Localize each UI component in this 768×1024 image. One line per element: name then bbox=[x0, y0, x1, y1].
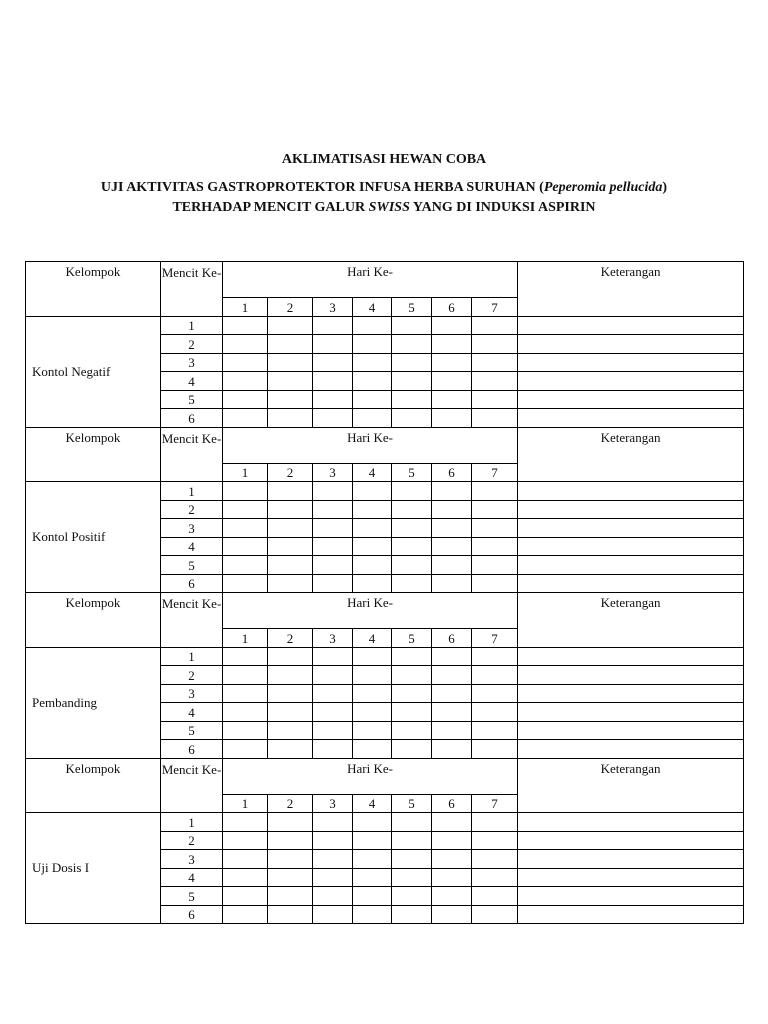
keterangan-header: Keterangan bbox=[518, 593, 744, 648]
day-cell bbox=[353, 647, 392, 666]
mouse-number: 5 bbox=[161, 721, 223, 740]
table-header-row bbox=[26, 262, 744, 298]
day-cell bbox=[472, 721, 518, 740]
day-cell bbox=[223, 316, 268, 335]
kelompok-header: Kelompok bbox=[26, 593, 161, 648]
day-number: 7 bbox=[472, 629, 518, 648]
mouse-number: 4 bbox=[161, 372, 223, 391]
day-cell bbox=[223, 887, 268, 906]
day-cell bbox=[432, 684, 472, 703]
day-cell bbox=[268, 574, 313, 593]
day-cell bbox=[392, 335, 432, 354]
day-cell bbox=[223, 556, 268, 575]
day-cell bbox=[392, 500, 432, 519]
group-name: Kontol Negatif bbox=[26, 316, 161, 427]
day-cell bbox=[268, 390, 313, 409]
day-cell bbox=[313, 666, 353, 685]
day-cell bbox=[223, 721, 268, 740]
day-cell bbox=[392, 409, 432, 428]
day-cell bbox=[472, 868, 518, 887]
day-cell bbox=[432, 482, 472, 501]
keterangan-cell bbox=[518, 500, 744, 519]
subtitle-species: Peperomia pellucida bbox=[543, 180, 663, 195]
day-cell bbox=[353, 353, 392, 372]
day-cell bbox=[353, 519, 392, 538]
day-cell bbox=[268, 887, 313, 906]
day-cell bbox=[223, 537, 268, 556]
day-number: 5 bbox=[392, 463, 432, 482]
day-cell bbox=[432, 850, 472, 869]
hari-header: Hari Ke- bbox=[223, 427, 518, 463]
day-cell bbox=[432, 353, 472, 372]
keterangan-cell bbox=[518, 831, 744, 850]
day-number: 5 bbox=[392, 794, 432, 813]
day-cell bbox=[432, 647, 472, 666]
day-cell bbox=[432, 887, 472, 906]
day-number: 7 bbox=[472, 298, 518, 317]
day-cell bbox=[313, 482, 353, 501]
hari-header: Hari Ke- bbox=[223, 758, 518, 794]
day-number: 2 bbox=[268, 794, 313, 813]
day-cell bbox=[472, 574, 518, 593]
keterangan-cell bbox=[518, 666, 744, 685]
day-cell bbox=[313, 887, 353, 906]
keterangan-cell bbox=[518, 647, 744, 666]
day-cell bbox=[268, 666, 313, 685]
day-cell bbox=[268, 335, 313, 354]
keterangan-cell bbox=[518, 353, 744, 372]
mouse-number: 1 bbox=[161, 482, 223, 501]
day-number: 6 bbox=[432, 629, 472, 648]
day-cell bbox=[313, 353, 353, 372]
mouse-number: 3 bbox=[161, 850, 223, 869]
day-cell bbox=[268, 316, 313, 335]
mencit-header: Mencit Ke- bbox=[161, 593, 223, 648]
day-cell bbox=[392, 721, 432, 740]
day-cell bbox=[472, 519, 518, 538]
mencit-header: Mencit Ke- bbox=[161, 758, 223, 813]
mouse-number: 1 bbox=[161, 647, 223, 666]
keterangan-cell bbox=[518, 574, 744, 593]
day-cell bbox=[392, 390, 432, 409]
day-cell bbox=[353, 905, 392, 924]
day-cell bbox=[432, 740, 472, 759]
day-cell bbox=[353, 813, 392, 832]
day-cell bbox=[472, 905, 518, 924]
day-cell bbox=[472, 887, 518, 906]
day-number: 1 bbox=[223, 463, 268, 482]
day-cell bbox=[353, 556, 392, 575]
keterangan-cell bbox=[518, 409, 744, 428]
day-cell bbox=[353, 482, 392, 501]
day-number: 7 bbox=[472, 794, 518, 813]
observation-tables bbox=[25, 261, 743, 924]
group-table bbox=[25, 758, 744, 925]
keterangan-cell bbox=[518, 482, 744, 501]
day-cell bbox=[353, 335, 392, 354]
day-cell bbox=[472, 409, 518, 428]
document-title: AKLIMATISASI HEWAN COBA bbox=[281, 152, 487, 167]
day-cell bbox=[472, 372, 518, 391]
day-cell bbox=[472, 666, 518, 685]
day-cell bbox=[313, 556, 353, 575]
keterangan-cell bbox=[518, 556, 744, 575]
keterangan-header: Keterangan bbox=[518, 758, 744, 813]
day-cell bbox=[313, 372, 353, 391]
day-number: 3 bbox=[313, 463, 353, 482]
day-cell bbox=[392, 353, 432, 372]
day-cell bbox=[432, 556, 472, 575]
day-number: 6 bbox=[432, 298, 472, 317]
day-cell bbox=[223, 335, 268, 354]
day-cell bbox=[432, 409, 472, 428]
day-cell bbox=[353, 740, 392, 759]
day-cell bbox=[223, 647, 268, 666]
day-cell bbox=[392, 647, 432, 666]
day-cell bbox=[392, 703, 432, 722]
day-cell bbox=[268, 721, 313, 740]
day-cell bbox=[472, 353, 518, 372]
day-cell bbox=[432, 519, 472, 538]
day-cell bbox=[313, 740, 353, 759]
day-cell bbox=[432, 666, 472, 685]
day-cell bbox=[313, 537, 353, 556]
day-cell bbox=[353, 372, 392, 391]
table-header-row bbox=[26, 758, 744, 794]
table-row bbox=[26, 647, 744, 666]
mouse-number: 2 bbox=[161, 666, 223, 685]
day-cell bbox=[392, 868, 432, 887]
day-cell bbox=[353, 316, 392, 335]
day-cell bbox=[392, 666, 432, 685]
mouse-number: 6 bbox=[161, 409, 223, 428]
day-cell bbox=[353, 537, 392, 556]
mouse-number: 3 bbox=[161, 684, 223, 703]
day-number: 1 bbox=[223, 794, 268, 813]
day-cell bbox=[223, 519, 268, 538]
group-name: Uji Dosis I bbox=[26, 813, 161, 924]
table-row bbox=[26, 813, 744, 832]
keterangan-cell bbox=[518, 887, 744, 906]
day-cell bbox=[472, 537, 518, 556]
mouse-number: 6 bbox=[161, 740, 223, 759]
subtitle-strain: SWISS bbox=[368, 200, 410, 215]
day-cell bbox=[313, 647, 353, 666]
day-cell bbox=[432, 335, 472, 354]
day-cell bbox=[313, 850, 353, 869]
day-number: 1 bbox=[223, 629, 268, 648]
day-cell bbox=[472, 813, 518, 832]
day-cell bbox=[392, 556, 432, 575]
day-cell bbox=[353, 868, 392, 887]
day-cell bbox=[223, 703, 268, 722]
day-cell bbox=[223, 868, 268, 887]
day-cell bbox=[268, 519, 313, 538]
day-cell bbox=[392, 519, 432, 538]
day-cell bbox=[353, 721, 392, 740]
day-number: 6 bbox=[432, 794, 472, 813]
mouse-number: 2 bbox=[161, 500, 223, 519]
day-cell bbox=[353, 887, 392, 906]
day-cell bbox=[313, 409, 353, 428]
table-row bbox=[26, 482, 744, 501]
day-cell bbox=[223, 831, 268, 850]
day-cell bbox=[223, 905, 268, 924]
mouse-number: 1 bbox=[161, 813, 223, 832]
day-cell bbox=[432, 703, 472, 722]
day-cell bbox=[353, 831, 392, 850]
day-cell bbox=[223, 740, 268, 759]
day-cell bbox=[353, 703, 392, 722]
day-cell bbox=[472, 647, 518, 666]
day-cell bbox=[223, 390, 268, 409]
day-number: 5 bbox=[392, 629, 432, 648]
day-cell bbox=[392, 316, 432, 335]
day-cell bbox=[313, 390, 353, 409]
day-number: 4 bbox=[353, 794, 392, 813]
day-cell bbox=[392, 831, 432, 850]
subtitle-part-1: UJI AKTIVITAS GASTROPROTEKTOR INFUSA HERBA SURUHAN ( bbox=[100, 180, 544, 195]
day-cell bbox=[268, 647, 313, 666]
day-cell bbox=[223, 666, 268, 685]
mouse-number: 4 bbox=[161, 868, 223, 887]
day-cell bbox=[313, 316, 353, 335]
mouse-number: 4 bbox=[161, 703, 223, 722]
day-number: 3 bbox=[313, 794, 353, 813]
day-cell bbox=[432, 537, 472, 556]
day-cell bbox=[432, 500, 472, 519]
day-cell bbox=[223, 482, 268, 501]
day-number: 4 bbox=[353, 629, 392, 648]
day-cell bbox=[432, 905, 472, 924]
day-cell bbox=[223, 409, 268, 428]
day-cell bbox=[353, 409, 392, 428]
day-cell bbox=[432, 316, 472, 335]
keterangan-cell bbox=[518, 316, 744, 335]
keterangan-cell bbox=[518, 684, 744, 703]
keterangan-header: Keterangan bbox=[518, 262, 744, 317]
day-cell bbox=[472, 703, 518, 722]
day-cell bbox=[472, 556, 518, 575]
keterangan-cell bbox=[518, 335, 744, 354]
day-cell bbox=[472, 740, 518, 759]
day-cell bbox=[223, 684, 268, 703]
day-cell bbox=[223, 500, 268, 519]
keterangan-cell bbox=[518, 813, 744, 832]
keterangan-cell bbox=[518, 390, 744, 409]
day-cell bbox=[472, 482, 518, 501]
keterangan-cell bbox=[518, 703, 744, 722]
day-number: 7 bbox=[472, 463, 518, 482]
mouse-number: 5 bbox=[161, 556, 223, 575]
day-cell bbox=[268, 850, 313, 869]
day-cell bbox=[392, 537, 432, 556]
day-cell bbox=[268, 813, 313, 832]
mouse-number: 4 bbox=[161, 537, 223, 556]
keterangan-cell bbox=[518, 372, 744, 391]
day-number: 6 bbox=[432, 463, 472, 482]
keterangan-cell bbox=[518, 850, 744, 869]
day-cell bbox=[432, 831, 472, 850]
day-cell bbox=[313, 703, 353, 722]
day-number: 4 bbox=[353, 463, 392, 482]
keterangan-cell bbox=[518, 519, 744, 538]
table-header-row bbox=[26, 593, 744, 629]
mouse-number: 6 bbox=[161, 905, 223, 924]
day-cell bbox=[472, 684, 518, 703]
day-cell bbox=[313, 684, 353, 703]
day-number: 4 bbox=[353, 298, 392, 317]
mencit-header: Mencit Ke- bbox=[161, 262, 223, 317]
day-cell bbox=[223, 574, 268, 593]
table-row bbox=[26, 316, 744, 335]
hari-header: Hari Ke- bbox=[223, 262, 518, 298]
day-cell bbox=[392, 905, 432, 924]
kelompok-header: Kelompok bbox=[26, 262, 161, 317]
day-cell bbox=[392, 887, 432, 906]
day-cell bbox=[268, 868, 313, 887]
day-cell bbox=[432, 372, 472, 391]
day-number: 3 bbox=[313, 298, 353, 317]
kelompok-header: Kelompok bbox=[26, 758, 161, 813]
keterangan-header: Keterangan bbox=[518, 427, 744, 482]
day-cell bbox=[313, 335, 353, 354]
day-cell bbox=[313, 519, 353, 538]
day-cell bbox=[268, 831, 313, 850]
day-cell bbox=[313, 905, 353, 924]
day-number: 2 bbox=[268, 298, 313, 317]
day-cell bbox=[313, 868, 353, 887]
day-cell bbox=[392, 684, 432, 703]
day-cell bbox=[392, 813, 432, 832]
day-cell bbox=[223, 813, 268, 832]
day-cell bbox=[432, 721, 472, 740]
mouse-number: 2 bbox=[161, 831, 223, 850]
group-table bbox=[25, 261, 744, 428]
group-name: Kontol Positif bbox=[26, 482, 161, 593]
day-cell bbox=[353, 500, 392, 519]
mouse-number: 1 bbox=[161, 316, 223, 335]
day-cell bbox=[353, 850, 392, 869]
group-table bbox=[25, 592, 744, 759]
mencit-header: Mencit Ke- bbox=[161, 427, 223, 482]
day-cell bbox=[268, 372, 313, 391]
kelompok-header: Kelompok bbox=[26, 427, 161, 482]
day-cell bbox=[392, 740, 432, 759]
day-cell bbox=[268, 482, 313, 501]
day-cell bbox=[472, 850, 518, 869]
day-cell bbox=[472, 500, 518, 519]
day-cell bbox=[313, 831, 353, 850]
day-cell bbox=[268, 409, 313, 428]
keterangan-cell bbox=[518, 905, 744, 924]
day-cell bbox=[392, 850, 432, 869]
day-number: 1 bbox=[223, 298, 268, 317]
day-cell bbox=[392, 574, 432, 593]
day-number: 3 bbox=[313, 629, 353, 648]
day-cell bbox=[268, 556, 313, 575]
day-cell bbox=[353, 684, 392, 703]
day-cell bbox=[392, 372, 432, 391]
day-cell bbox=[268, 353, 313, 372]
day-number: 5 bbox=[392, 298, 432, 317]
day-cell bbox=[268, 740, 313, 759]
mouse-number: 3 bbox=[161, 353, 223, 372]
day-cell bbox=[268, 905, 313, 924]
day-cell bbox=[313, 721, 353, 740]
day-number: 2 bbox=[268, 463, 313, 482]
keterangan-cell bbox=[518, 537, 744, 556]
day-cell bbox=[353, 666, 392, 685]
subtitle-part-2: ) TERHADAP MENCIT GALUR bbox=[172, 180, 668, 215]
subtitle-part-3: YANG DI INDUKSI ASPIRIN bbox=[409, 200, 596, 215]
mouse-number: 6 bbox=[161, 574, 223, 593]
day-cell bbox=[472, 335, 518, 354]
day-cell bbox=[432, 390, 472, 409]
day-cell bbox=[472, 316, 518, 335]
day-cell bbox=[392, 482, 432, 501]
day-cell bbox=[313, 813, 353, 832]
day-cell bbox=[268, 684, 313, 703]
day-cell bbox=[432, 868, 472, 887]
keterangan-cell bbox=[518, 721, 744, 740]
day-cell bbox=[353, 390, 392, 409]
mouse-number: 5 bbox=[161, 390, 223, 409]
day-cell bbox=[353, 574, 392, 593]
day-cell bbox=[432, 813, 472, 832]
mouse-number: 5 bbox=[161, 887, 223, 906]
day-cell bbox=[472, 390, 518, 409]
day-cell bbox=[472, 831, 518, 850]
day-number: 2 bbox=[268, 629, 313, 648]
table-header-row bbox=[26, 427, 744, 463]
day-cell bbox=[268, 500, 313, 519]
day-cell bbox=[223, 353, 268, 372]
document-header bbox=[0, 150, 768, 218]
day-cell bbox=[432, 574, 472, 593]
document-subtitle bbox=[84, 178, 684, 218]
day-cell bbox=[313, 574, 353, 593]
day-cell bbox=[268, 537, 313, 556]
group-table bbox=[25, 427, 744, 594]
mouse-number: 3 bbox=[161, 519, 223, 538]
hari-header: Hari Ke- bbox=[223, 593, 518, 629]
group-name: Pembanding bbox=[26, 647, 161, 758]
keterangan-cell bbox=[518, 740, 744, 759]
day-cell bbox=[268, 703, 313, 722]
mouse-number: 2 bbox=[161, 335, 223, 354]
day-cell bbox=[223, 850, 268, 869]
day-cell bbox=[223, 372, 268, 391]
day-cell bbox=[313, 500, 353, 519]
keterangan-cell bbox=[518, 868, 744, 887]
